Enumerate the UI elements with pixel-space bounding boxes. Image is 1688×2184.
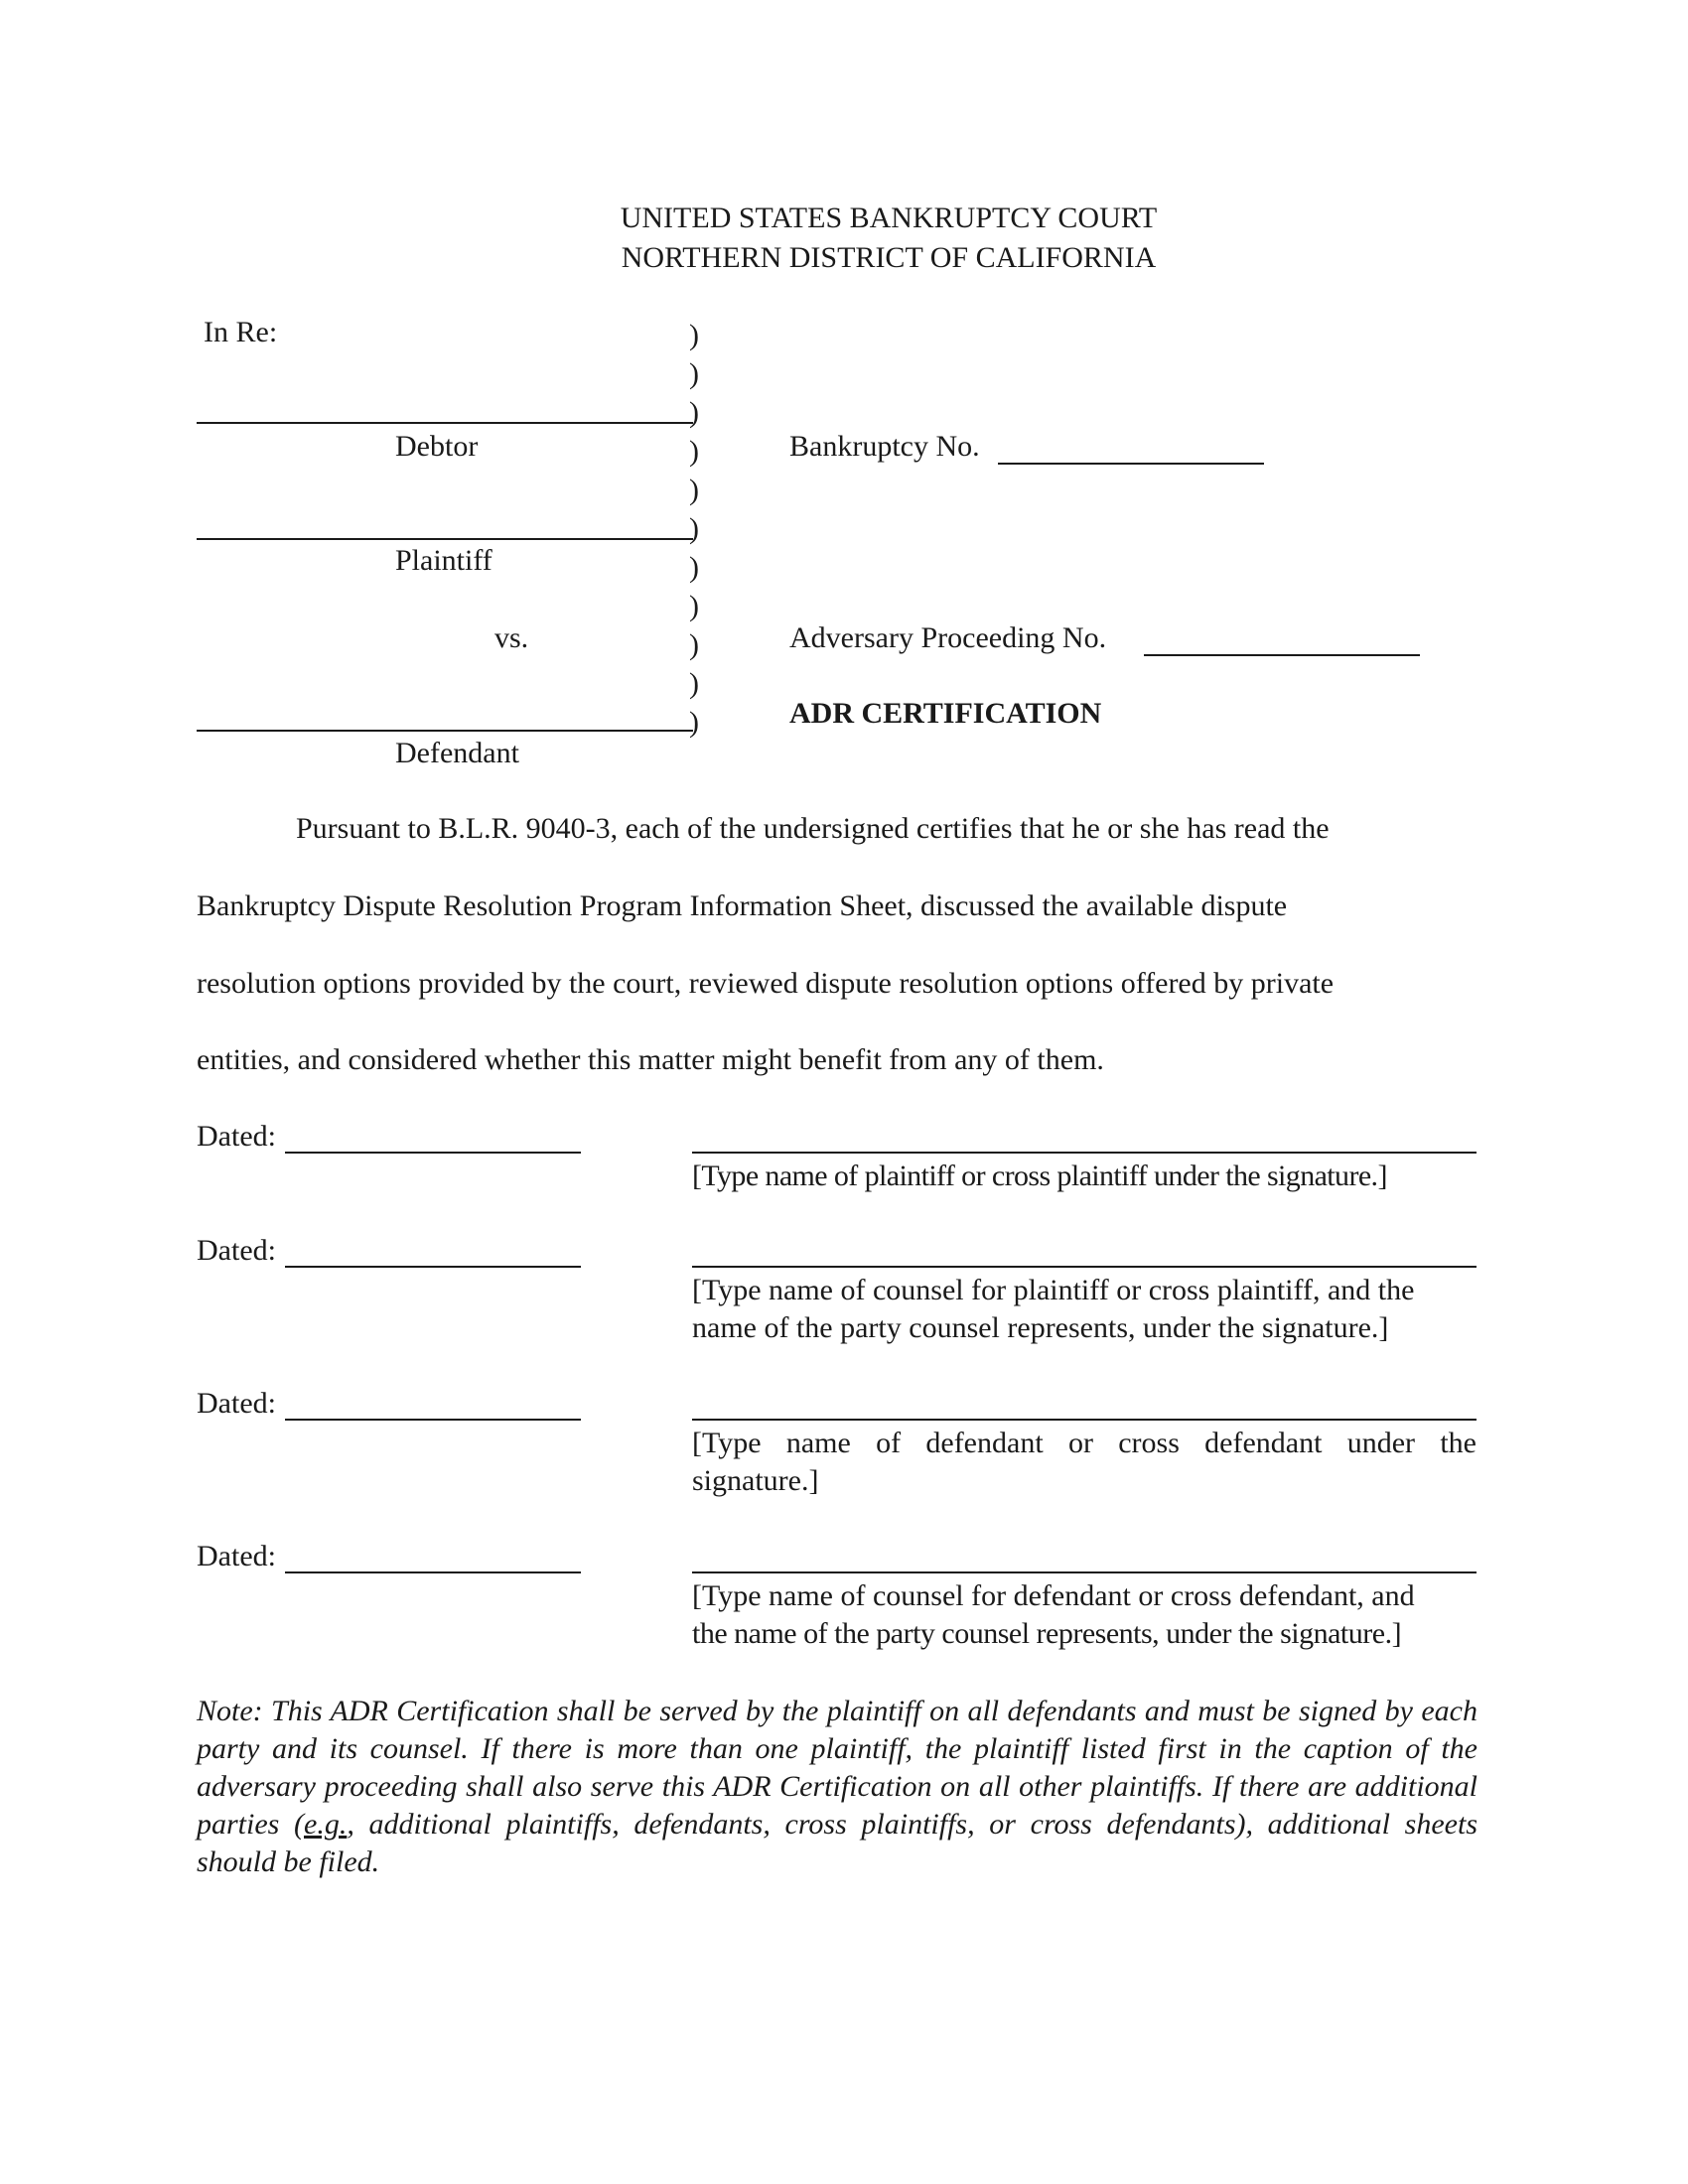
vs-label: vs. bbox=[494, 621, 529, 654]
note-eg: e.g. bbox=[304, 1808, 348, 1841]
defendant-label: Defendant bbox=[395, 737, 519, 769]
document-title: ADR CERTIFICATION bbox=[789, 697, 1102, 730]
bankruptcy-no-label: Bankruptcy No. bbox=[789, 430, 980, 463]
signature-caption: signature.] bbox=[692, 1464, 819, 1497]
paren: ) bbox=[689, 357, 699, 390]
paren: ) bbox=[689, 628, 699, 661]
body-line-4: entities, and considered whether this matter might benefit from any of them. bbox=[197, 1043, 1104, 1076]
dated-label: Dated: bbox=[197, 1120, 276, 1153]
body-line-1: Pursuant to B.L.R. 9040-3, each of the undersigned certifies that he or she has read the bbox=[296, 812, 1330, 845]
paren: ) bbox=[689, 512, 699, 545]
date-field[interactable] bbox=[285, 1152, 581, 1154]
signature-line[interactable] bbox=[692, 1152, 1477, 1154]
caption-paren-column bbox=[689, 316, 699, 742]
paren: ) bbox=[689, 706, 699, 739]
court-name: UNITED STATES BANKRUPTCY COURT bbox=[620, 202, 1158, 234]
date-field[interactable] bbox=[285, 1266, 581, 1268]
date-field[interactable] bbox=[285, 1419, 581, 1421]
paren: ) bbox=[689, 551, 699, 584]
signature-caption: [Type name of counsel for plaintiff or cross plaintiff, and the bbox=[692, 1274, 1415, 1306]
in-re-label: In Re: bbox=[204, 316, 278, 348]
adversary-no-label: Adversary Proceeding No. bbox=[789, 621, 1107, 654]
signature-line[interactable] bbox=[692, 1419, 1477, 1421]
signature-caption: the name of the party counsel represents, under the signature.] bbox=[692, 1617, 1402, 1650]
signature-caption: name of the party counsel represents, under the signature.] bbox=[692, 1311, 1389, 1344]
signature-caption: [Type name of defendant or cross defendant under the bbox=[692, 1427, 1477, 1459]
body-line-3: resolution options provided by the court, reviewed dispute resolution options offered by private bbox=[197, 967, 1335, 1000]
adversary-no-field[interactable] bbox=[1144, 654, 1420, 656]
paren: ) bbox=[689, 667, 699, 700]
service-note bbox=[197, 1693, 1477, 1881]
note-text: , additional plaintiffs, defendants, cross plaintiffs, or cross defendants), additional sheets should be filed. bbox=[197, 1808, 1477, 1878]
dated-label: Dated: bbox=[197, 1234, 276, 1267]
date-field[interactable] bbox=[285, 1571, 581, 1573]
dated-label: Dated: bbox=[197, 1387, 276, 1420]
signature-caption: [Type name of plaintiff or cross plaintiff under the signature.] bbox=[692, 1160, 1387, 1192]
signature-line[interactable] bbox=[692, 1266, 1477, 1268]
plaintiff-name-line bbox=[197, 538, 693, 540]
paren: ) bbox=[689, 474, 699, 506]
paren: ) bbox=[689, 396, 699, 429]
signature-line[interactable] bbox=[692, 1571, 1477, 1573]
debtor-label: Debtor bbox=[395, 430, 479, 463]
bankruptcy-no-field[interactable] bbox=[998, 463, 1264, 465]
note-text: Note: This ADR Certification shall be served by the plaintiff on all defendants and must be signed by each party and its counsel. If there is more than one plaintiff, the plaintiff listed first in the caption of the adversary proceeding shall also serve this ADR Certification on all other plaintiffs. If there are additional parties ( bbox=[197, 1695, 1477, 1841]
body-line-2: Bankruptcy Dispute Resolution Program Information Sheet, discussed the available dispute bbox=[197, 889, 1288, 922]
paren: ) bbox=[689, 319, 699, 351]
debtor-name-line bbox=[197, 422, 693, 424]
paren: ) bbox=[689, 590, 699, 622]
defendant-name-line bbox=[197, 730, 693, 732]
court-district: NORTHERN DISTRICT OF CALIFORNIA bbox=[621, 241, 1157, 274]
paren: ) bbox=[689, 435, 699, 468]
dated-label: Dated: bbox=[197, 1540, 276, 1572]
plaintiff-label: Plaintiff bbox=[395, 544, 492, 577]
signature-caption: [Type name of counsel for defendant or cross defendant, and bbox=[692, 1579, 1415, 1612]
